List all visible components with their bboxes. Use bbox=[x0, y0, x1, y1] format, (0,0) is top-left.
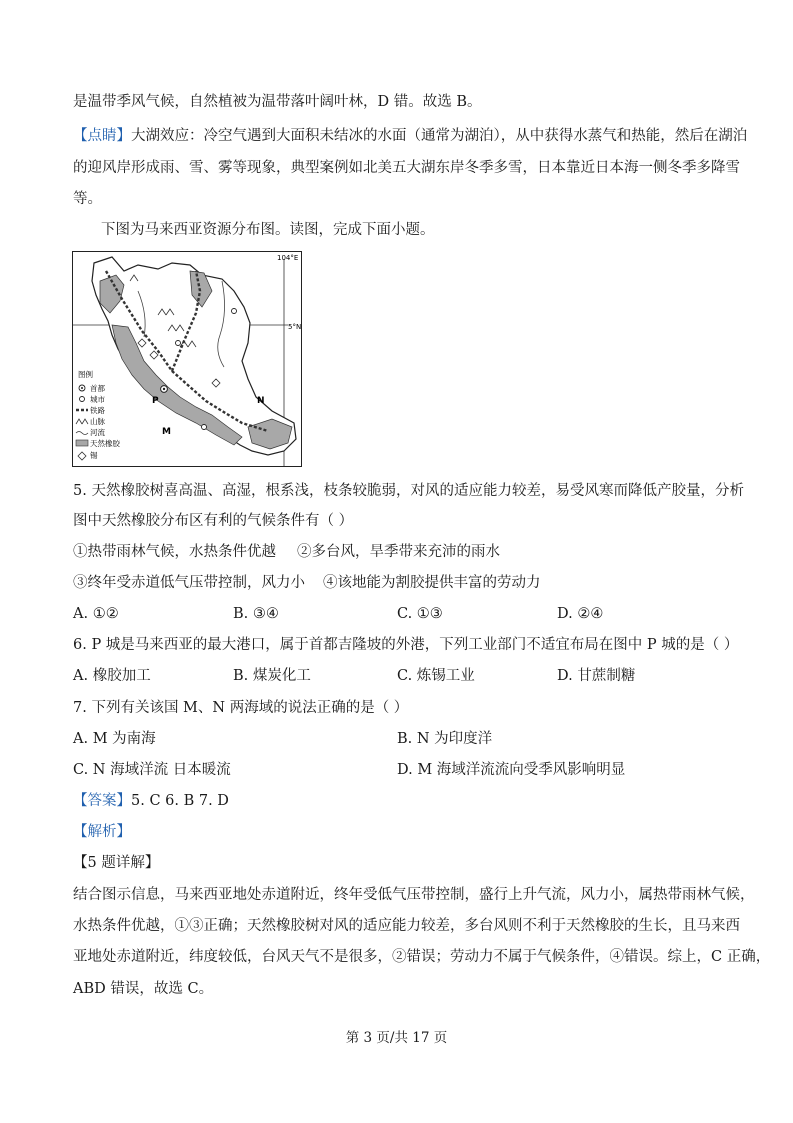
tip-tag: 【点睛】 bbox=[73, 128, 131, 144]
answer-text: 5. C 6. B 7. D bbox=[131, 793, 229, 809]
legend-mountain: 山脉 bbox=[90, 417, 105, 426]
q5-option-d: D. ②④ bbox=[557, 606, 604, 622]
letter-m: M bbox=[162, 427, 171, 437]
q7-option-a: A. M 为南海 bbox=[73, 731, 156, 747]
legend-capital: 首都 bbox=[90, 384, 105, 393]
q5-option-c: C. ①③ bbox=[397, 606, 443, 622]
q5-statement-1: ①热带雨林气候，水热条件优越 bbox=[73, 544, 276, 560]
text-line: 是温带季风气候，自然植被为温带落叶阔叶林，D 错。故选 B。 bbox=[73, 94, 482, 110]
letter-p: P bbox=[152, 396, 159, 406]
legend-railway: 铁路 bbox=[90, 406, 105, 415]
detail5-line3: 亚地处赤道附近，纬度较低，台风天气不是很多，②错误；劳动力不属于气候条件，④错误。综上，C 正确， bbox=[73, 949, 771, 965]
lat-label: 5°N bbox=[288, 323, 302, 331]
legend-city: 城市 bbox=[90, 395, 105, 404]
q5-statement-4: ④该地能为割胶提供丰富的劳动力 bbox=[323, 575, 541, 591]
q6-option-b: B. 煤炭化工 bbox=[233, 668, 311, 684]
tip-paragraph-line bbox=[73, 126, 747, 146]
q5-statement-2: ②多台风，旱季带来充沛的雨水 bbox=[297, 544, 500, 560]
legend-tin: 锡 bbox=[90, 451, 98, 460]
legend-title: 图例 bbox=[78, 370, 93, 379]
detail5-line2: 水热条件优越，①③正确；天然橡胶树对风的适应能力较差，多台风则不利于天然橡胶的生长，且马来西 bbox=[73, 918, 740, 934]
city-symbol bbox=[176, 341, 181, 346]
lon-label: 104°E bbox=[277, 254, 299, 262]
city-symbol bbox=[202, 425, 207, 430]
analysis-tag: 【解析】 bbox=[73, 824, 131, 840]
page-footer: 第 3 页/共 17 页 bbox=[345, 1030, 448, 1046]
malaysia-resource-map bbox=[72, 251, 302, 467]
map-intro: 下图为马来西亚资源分布图。读图，完成下面小题。 bbox=[101, 222, 435, 238]
text-line: 的迎风岸形成雨、雪、雾等现象，典型案例如北美五大湖东岸冬季多雪，日本靠近日本海一侧冬季多降雪 bbox=[73, 160, 740, 176]
q5-option-a: A. ①② bbox=[73, 606, 119, 622]
q6-option-d: D. 甘蔗制糖 bbox=[557, 668, 636, 684]
legend-river: 河流 bbox=[90, 428, 105, 437]
q6-stem: 6. P 城是马来西亚的最大港口，属于首都吉隆坡的外港，下列工业部门不适宜布局在图中 P 城的是（ ） bbox=[73, 637, 739, 653]
q7-stem: 7. 下列有关该国 M、N 两海域的说法正确的是（ ） bbox=[73, 700, 409, 716]
detail5-line4: ABD 错误，故选 C。 bbox=[73, 981, 214, 997]
q5-statement-3: ③终年受赤道低气压带控制，风力小 bbox=[73, 575, 305, 591]
q6-option-c: C. 炼锡工业 bbox=[397, 668, 475, 684]
q5-stem-line1: 5. 天然橡胶树喜高温、高湿，根系浅，枝条较脆弱，对风的适应能力较差，易受风寒而降低产胶量，分析 bbox=[73, 483, 744, 499]
q5-stem-line2: 图中天然橡胶分布区有利的气候条件有（ ） bbox=[73, 513, 354, 529]
q7-option-d: D. M 海域洋流流向受季风影响明显 bbox=[397, 762, 626, 778]
letter-n: N bbox=[257, 396, 265, 406]
answer-tag: 【答案】 bbox=[73, 793, 131, 809]
q7-option-c: C. N 海域洋流 日本暖流 bbox=[73, 762, 231, 778]
detail5-line1: 结合图示信息，马来西亚地处赤道附近，终年受低气压带控制，盛行上升气流，风力小，属热带雨林气候， bbox=[73, 887, 755, 903]
q6-option-a: A. 橡胶加工 bbox=[73, 668, 151, 684]
city-symbol bbox=[232, 309, 237, 314]
text-line: 等。 bbox=[73, 191, 102, 207]
legend-rubber: 天然橡胶 bbox=[90, 439, 120, 448]
capital-dot bbox=[163, 388, 165, 390]
q7-option-b: B. N 为印度洋 bbox=[397, 731, 493, 747]
tip-text: 大湖效应：冷空气遇到大面积未结冰的水面（通常为湖泊），从中获得水蒸气和热能，然后在湖泊 bbox=[131, 128, 748, 144]
answer-line bbox=[73, 791, 229, 811]
q5-option-b: B. ③④ bbox=[233, 606, 279, 622]
detail5-title: 【5 题详解】 bbox=[73, 855, 160, 871]
